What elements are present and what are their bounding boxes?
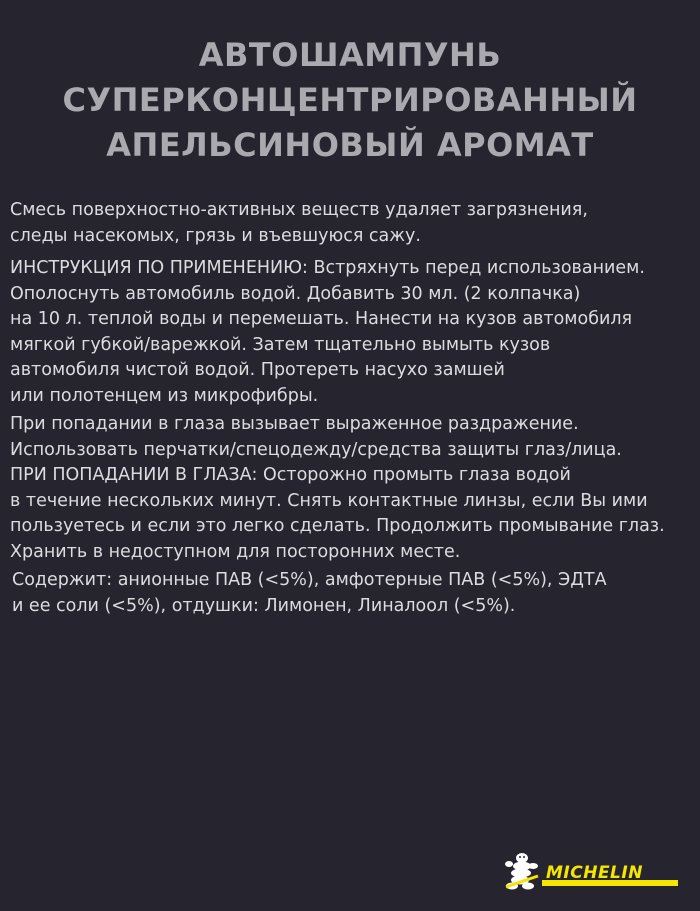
instructions-paragraph	[10, 256, 695, 409]
text-line: в течение нескольких минут. Снять контактные линзы, если Вы ими	[10, 490, 648, 511]
text-line: на 10 л. теплой воды и перемешать. Нанести на кузов автомобиля	[10, 309, 633, 329]
text-line: автомобиля чистой водой. Протереть насухо замшей	[10, 360, 505, 380]
text-line: Использовать перчатки/спецодежду/средства защиты глаз/лица.	[10, 439, 622, 460]
text-line: ИНСТРУКЦИЯ ПО ПРИМЕНЕНИЮ: Встряхнуть перед использованием.	[10, 258, 645, 278]
text-line: Хранить в недоступном для посторонних месте.	[10, 541, 461, 562]
warnings-paragraph	[10, 412, 695, 565]
title-line: АВТОШАМПУНЬ	[198, 36, 502, 74]
text-line: ПРИ ПОПАДАНИИ В ГЛАЗА: Осторожно промыть глаза водой	[10, 465, 571, 485]
logo-wordmark: MICHELIN	[546, 863, 643, 883]
description-paragraph	[10, 198, 695, 249]
product-title	[0, 33, 700, 168]
text-line: и ее соли (<5%), отдушки: Лимонен, Линалоол (<5%).	[12, 595, 516, 616]
bibendum-icon	[505, 853, 538, 890]
text-line: Смесь поверхностно-активных веществ удаляет загрязнения,	[10, 200, 588, 220]
text-line: или полотенцем из микрофибры.	[10, 385, 319, 406]
title-line: АПЕЛЬСИНОВЫЙ АРОМАТ	[106, 126, 594, 164]
text-line: мягкой губкой/варежкой. Затем тщательно вымыть кузов	[10, 334, 551, 355]
text-line: следы насекомых, грязь и въевшуюся сажу.	[10, 225, 421, 246]
text-line: Ополоснуть автомобиль водой. Добавить 30 мл. (2 колпачка)	[10, 283, 581, 304]
michelin-logo	[500, 852, 680, 892]
text-line: Содержит: анионные ПАВ (<5%), амфотерные ПАВ (<5%), ЭДТА	[12, 570, 607, 590]
text-line: пользуетесь и если это легко сделать. Продолжить промывание глаз.	[10, 516, 665, 536]
composition-paragraph	[12, 568, 697, 619]
text-line: При попадании в глаза вызывает выраженное раздражение.	[10, 414, 579, 434]
title-line: СУПЕРКОНЦЕНТРИРОВАННЫЙ	[62, 81, 638, 119]
